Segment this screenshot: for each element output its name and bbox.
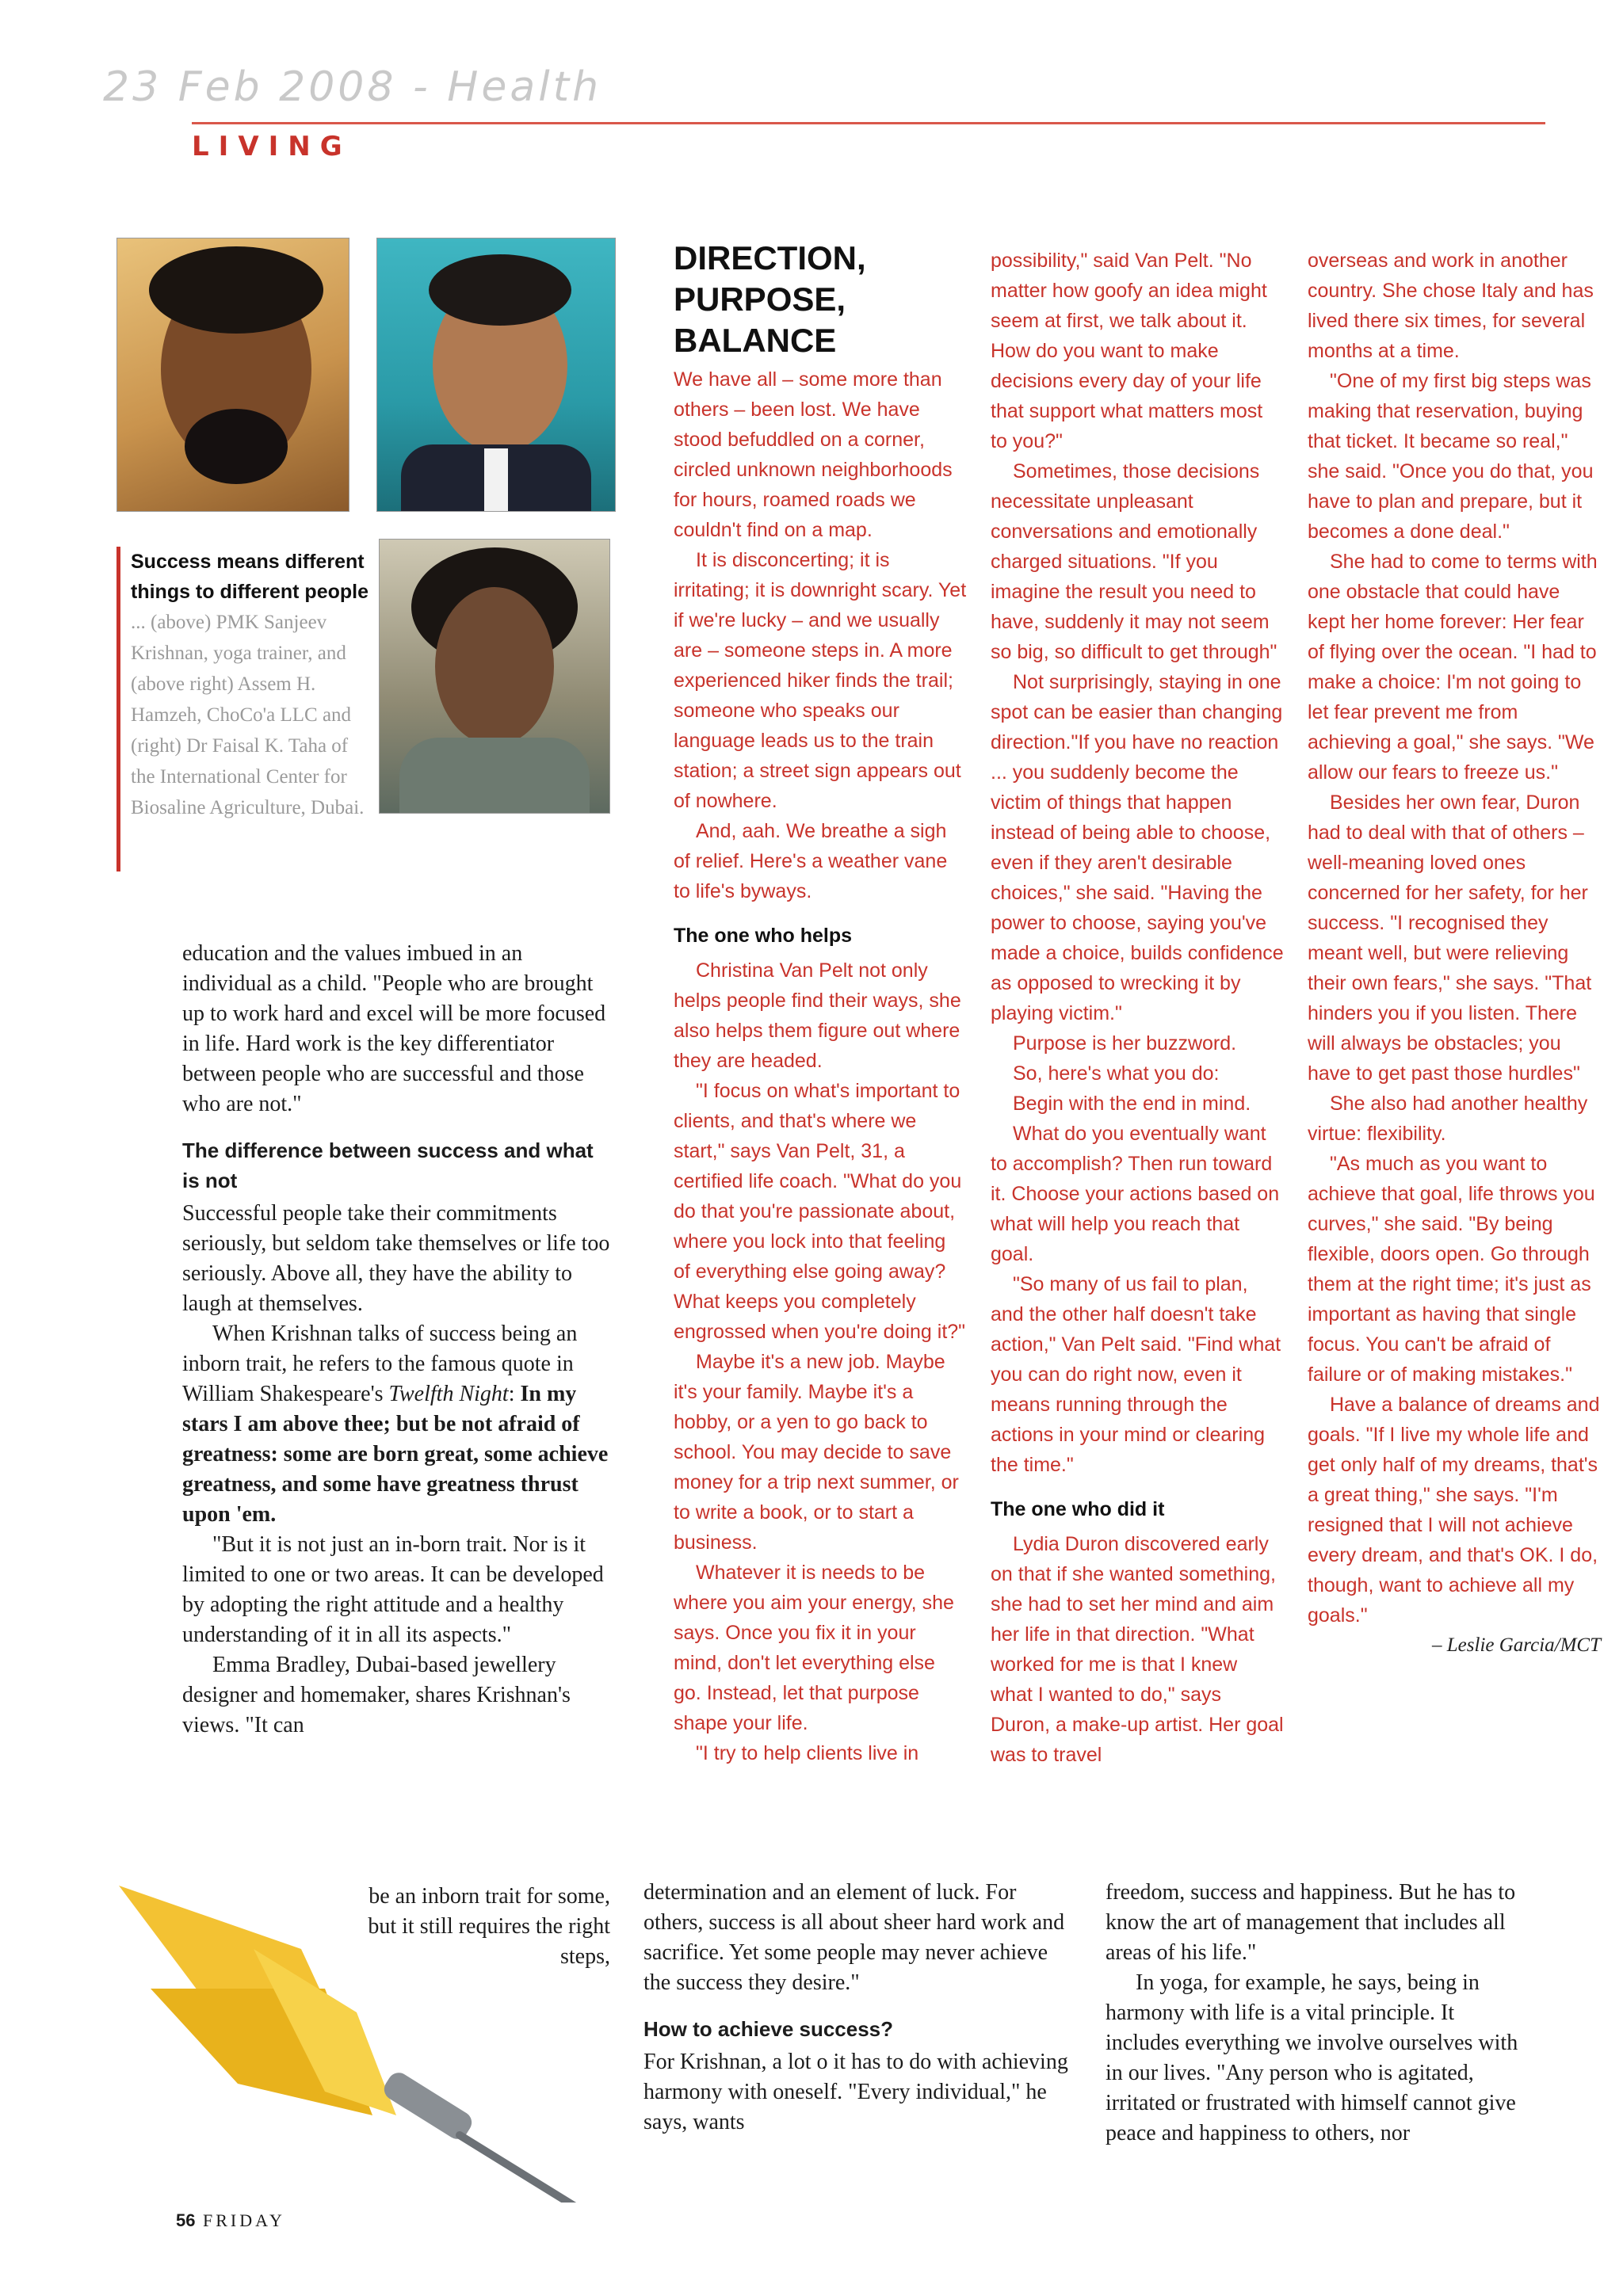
paragraph: "I focus on what's important to clients, and that's where we start," says Van Pelt, 31, a certified life coach. "What do you do that you're passionate about, where you lock into that feeling of everything else going away? What keeps you completely engrossed when you're doing it?": [674, 1080, 966, 1343]
paragraph: What do you eventually want to accomplish? Then run toward it. Choose your actions based on what will help you reach that goal.: [991, 1123, 1280, 1265]
paragraph: be an inborn trait for some, but it still requires the right steps,: [368, 1884, 610, 1969]
paragraph: Emma Bradley, Dubai-based jewellery designer and homemaker, shares Krishnan's views. "It can: [182, 1653, 571, 1737]
paragraph: Begin with the end in mind.: [1013, 1093, 1251, 1115]
subheading: How to achieve success?: [643, 2017, 894, 2041]
subheading: The difference between success and what is not: [182, 1138, 594, 1192]
paragraph: determination and an element of luck. For others, success is all about sheer hard work and sacrifice. Yet some people may never achieve the success they desire.": [643, 1880, 1065, 1995]
paragraph: education and the values imbued in an individual as a child. "People who are brought up to work hard and excel will be more focused in life. Hard work is the key differentiator between people who are successful and those who are not.": [182, 941, 606, 1116]
paragraph: Not surprisingly, staying in one spot can be easier than changing direction."If you have no reaction ... you suddenly become the victim of things that happen instead of being able to choose, even if they aren't desirable choices," she said. "Having the power to choose, saying you've made a choice, builds confidence as opposed to wrecking it by playing victim.": [991, 671, 1284, 1024]
paragraph: Maybe it's a new job. Maybe it's your family. Maybe it's a hobby, or a yen to go back to school. You may decide to save money for a trip next summer, or to write a book, or to start a business.: [674, 1351, 959, 1554]
sidebar-column-2: [991, 246, 1284, 1770]
subheading: The one who helps: [674, 925, 853, 947]
page-number: 56: [176, 2210, 196, 2230]
paragraph: freedom, success and happiness. But he has to know the art of management that includes all areas of his life.": [1106, 1880, 1516, 1965]
paragraph: For Krishnan, a lot o it has to do with achieving harmony with oneself. "Every individual," he says, wants: [643, 2050, 1068, 2134]
paragraph: She had to come to terms with one obstacle that could have kept her home forever: Her fear of flying over the ocean. "I had to make a choice: I'm not going to let fear prevent me from achieving a goal," she says. "We allow our fears to freeze us.": [1308, 551, 1598, 784]
quote: In my stars I am above thee; but be not afraid of greatness: some are born great, some achieve greatness, and some have greatness thrust upon 'em.: [182, 1382, 609, 1527]
sidebar-column-1: [674, 364, 967, 1768]
text: When Krishnan talks of success being an inborn trait, he refers to the famous quote in William Shakespeare's: [182, 1322, 578, 1406]
paragraph: "But it is not just an in-born trait. Nor is it limited to one or two areas. It can be developed by adopting the right attitude and a healthy understanding of it in all its aspects.": [182, 1532, 604, 1647]
photo-hamzeh: [376, 238, 616, 512]
page-footer: [176, 2210, 285, 2231]
paragraph: "So many of us fail to plan, and the other half doesn't take action," Van Pelt said. "Find what you can do right now, even it means running through the actions in your mind or clearing the time.": [991, 1273, 1281, 1476]
sidebar-headline: DIRECTION, PURPOSE, BALANCE: [674, 239, 866, 359]
byline: – Leslie Garcia/MCT: [1432, 1634, 1601, 1656]
handwritten-date-note: 23 Feb 2008 - Health: [103, 63, 602, 111]
caption-bar: [116, 547, 120, 871]
photo-caption: [131, 547, 369, 823]
paragraph: Lydia Duron discovered early on that if she wanted something, she had to set her mind and aim her life in that direction. "What worked for me is that I knew what I wanted to do," says Duron, a make-up artist. Her goal was to travel: [991, 1533, 1284, 1766]
paragraph: [182, 1319, 610, 1530]
text: :: [508, 1382, 521, 1406]
sidebar-column-3: [1308, 246, 1601, 1661]
paragraph: And, aah. We breathe a sigh of relief. Here's a weather vane to life's byways.: [674, 820, 948, 902]
paragraph: Besides her own fear, Duron had to deal with that of others – well-meaning loved ones concerned for her safety, for her success. "I recognised they meant well, but were relieving their own fears," she says. "That hinders you if you listen. There will always be obstacles; you have to get past those hurdles": [1308, 791, 1592, 1085]
photo-krishnan: [116, 238, 349, 512]
paragraph: Have a balance of dreams and goals. "If I live my whole life and get only half of my dreams, that's a great thing," she says. "I'm resigned that I will not achieve every dream, and that's OK. I do, though, want to achieve all my goals.": [1308, 1394, 1600, 1627]
caption-title: Success means different things to different people: [131, 551, 369, 603]
photo-taha: [379, 539, 610, 814]
paragraph: Purpose is her buzzword.: [1013, 1032, 1237, 1055]
main-column-left: [182, 939, 610, 1741]
dart-illustration: [119, 1854, 626, 2203]
main-column-right: [1106, 1878, 1533, 2149]
paragraph: Successful people take their commitments seriously, but seldom take themselves or life too seriously. Above all, they have the ability to laugh at themselves.: [182, 1201, 610, 1316]
paragraph: In yoga, for example, he says, being in harmony with life is a vital principle. It includes everything we involve ourselves with in our lives. "Any person who is agitated, irritated or frustrated with himself cannot give peace and happiness to others, nor: [1106, 1970, 1518, 2145]
magazine-name: FRIDAY: [202, 2210, 285, 2230]
paragraph: She also had another healthy virtue: flexibility.: [1308, 1093, 1588, 1145]
paragraph: Whatever it is needs to be where you aim your energy, she says. Once you fix it in your mind, don't let everything else go. Instead, let that purpose shape your life.: [674, 1562, 954, 1734]
paragraph: Christina Van Pelt not only helps people find their ways, she also helps them figure out where they are headed.: [674, 959, 961, 1072]
subheading: The one who did it: [991, 1498, 1165, 1520]
paragraph: We have all – some more than others – been lost. We have stood befuddled on a corner, circled unknown neighborhoods for hours, roamed roads we couldn't find on a map.: [674, 368, 953, 541]
header-rule: [192, 122, 1545, 124]
paragraph: Sometimes, those decisions necessitate unpleasant conversations and emotionally charged situations. "If you imagine the result you need to have, suddenly it may not seem so big, so difficult to get through": [991, 460, 1277, 663]
paragraph: "As much as you want to achieve that goal, life throws you curves," she said. "By being flexible, doors open. Go through them at the right time; it's just as important as having that single focus. You can't be afraid of failure or of making mistakes.": [1308, 1153, 1595, 1386]
paragraph: "One of my first big steps was making that reservation, buying that ticket. It became so real," she said. "Once you do that, you have to plan and prepare, but it becomes a done deal.": [1308, 370, 1594, 543]
paragraph: "I try to help clients live in: [696, 1742, 919, 1764]
caption-body: ... (above) PMK Sanjeev Krishnan, yoga trainer, and (above right) Assem H. Hamzeh, ChoCo'a LLC and (right) Dr Faisal K. Taha of the International Center for Biosaline Agriculture, Dubai.: [131, 612, 365, 818]
main-column-middle: [643, 1878, 1071, 2138]
section-label: LIVING: [192, 131, 352, 162]
play-title: Twelfth Night: [388, 1382, 509, 1406]
paragraph: possibility," said Van Pelt. "No matter how goofy an idea might seem at first, we talk about it. How do you want to make decisions every day of your life that support what matters most to you?": [991, 250, 1267, 452]
paragraph: overseas and work in another country. She chose Italy and has lived there six times, for several months at a time.: [1308, 250, 1594, 362]
paragraph: It is disconcerting; it is irritating; it is downright scary. Yet if we're lucky – and we usually are – someone steps in. A more experienced hiker finds the trail; someone who speaks our language leads us to the train station; a street sign appears out of nowhere.: [674, 549, 967, 812]
paragraph: So, here's what you do:: [1013, 1062, 1220, 1085]
